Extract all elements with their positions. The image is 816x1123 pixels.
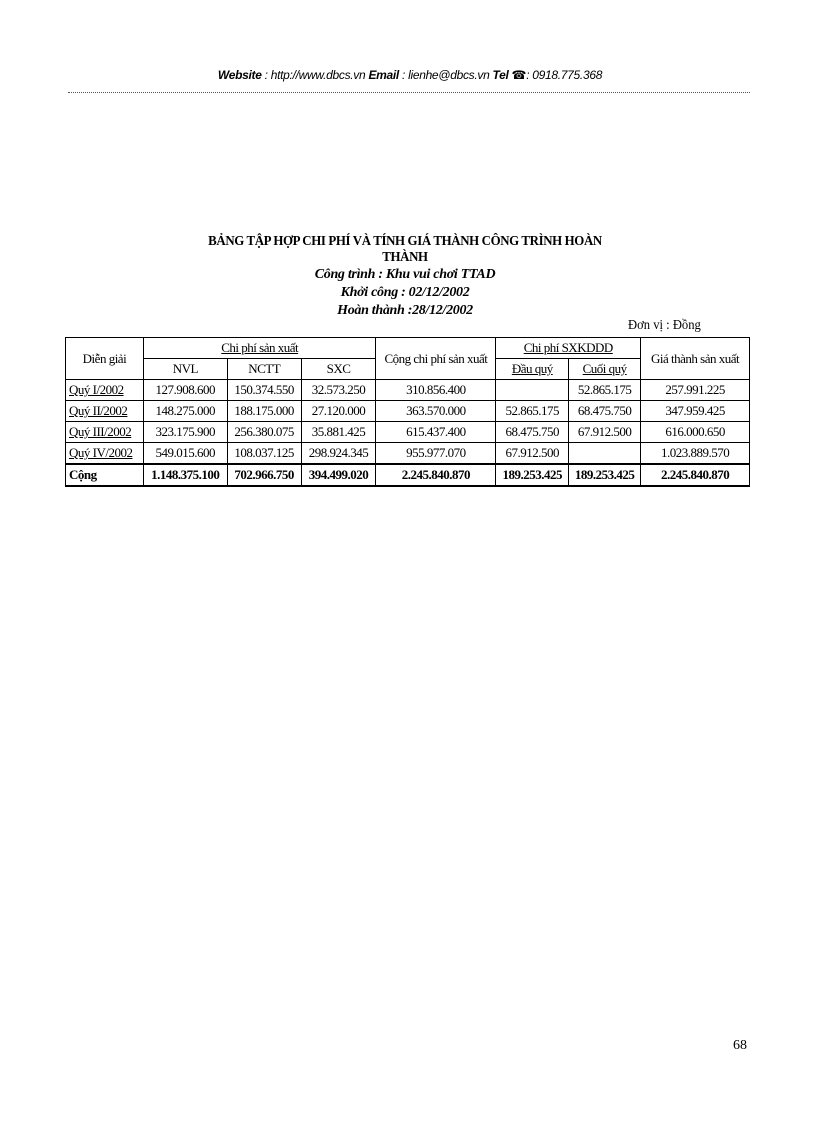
cell-begin [496,380,569,401]
row-label: Quý II/2002 [66,401,144,422]
total-begin: 189.253.425 [496,464,569,486]
total-nctt: 702.966.750 [227,464,301,486]
cell-end: 67.912.500 [569,422,641,443]
cell-cost: 1.023.889.570 [641,443,750,465]
report-title: BẢNG TẬP HỢP CHI PHÍ VÀ TÍNH GIÁ THÀNH CÔNG TRÌNH HOÀN THÀNH [208,234,602,265]
cell-end [569,443,641,465]
header-product-cost: Giá thành sản xuất [641,338,750,380]
website-label: Website [217,68,262,82]
total-label: Cộng [66,464,144,486]
project-name: Công trình : Khu vui chơi TTAD [314,267,496,282]
cell-total: 615.437.400 [376,422,496,443]
total-row [66,464,750,486]
tel-label: Tel [492,68,509,82]
row-label: Quý I/2002 [66,380,144,401]
cell-total: 955.977.070 [376,443,496,465]
cell-nctt: 108.037.125 [227,443,301,465]
table-row [66,380,750,401]
finish-date: Hoàn thành :28/12/2002 [337,303,473,318]
cell-nctt: 188.175.000 [227,401,301,422]
cell-cost: 347.959.425 [641,401,750,422]
website-value: : http://www.dbcs.vn [264,68,366,82]
cell-sxc: 27.120.000 [301,401,376,422]
cell-nctt: 256.380.075 [227,422,301,443]
total-total: 2.245.840.870 [376,464,496,486]
header-nvl: NVL [143,359,227,380]
row-label: Quý III/2002 [66,422,144,443]
cell-sxc: 298.924.345 [301,443,376,465]
phone-icon: ☎ [511,68,527,82]
start-date: Khởi công : 02/12/2002 [340,285,470,300]
cell-total: 363.570.000 [376,401,496,422]
email-value: : lienhe@dbcs.vn [402,68,490,82]
header-begin: Đầu quý [496,359,569,380]
cell-cost: 257.991.225 [641,380,750,401]
table-row [66,422,750,443]
header-end: Cuối quý [569,359,641,380]
total-end: 189.253.425 [569,464,641,486]
email-label: Email [368,68,399,82]
table-row [66,401,750,422]
currency-unit: Đơn vị : Đồng [628,318,701,333]
header-divider [68,92,750,93]
cell-begin: 68.475.750 [496,422,569,443]
header-description: Diễn giải [66,338,144,380]
cell-nvl: 148.275.000 [143,401,227,422]
header-wip-cost: Chi phí SXKDDD [496,338,641,359]
cell-sxc: 32.573.250 [301,380,376,401]
header-row-1 [66,338,750,359]
cell-begin: 67.912.500 [496,443,569,465]
header-total-cost: Cộng chi phí sản xuất [376,338,496,380]
tel-value: : 0918.775.368 [526,68,603,82]
page-header [70,68,750,82]
cost-table [65,337,750,487]
cell-nvl: 549.015.600 [143,443,227,465]
header-sxc: SXC [301,359,376,380]
cell-end: 68.475.750 [569,401,641,422]
cell-begin: 52.865.175 [496,401,569,422]
header-production-cost: Chi phí sản xuất [143,338,376,359]
cell-total: 310.856.400 [376,380,496,401]
report-titles [180,234,630,320]
cell-nvl: 127.908.600 [143,380,227,401]
total-nvl: 1.148.375.100 [143,464,227,486]
table-row [66,443,750,465]
cell-sxc: 35.881.425 [301,422,376,443]
header-nctt: NCTT [227,359,301,380]
cell-end: 52.865.175 [569,380,641,401]
row-label: Quý IV/2002 [66,443,144,465]
total-sxc: 394.499.020 [301,464,376,486]
total-cost: 2.245.840.870 [641,464,750,486]
page-number: 68 [733,1038,747,1053]
cell-nvl: 323.175.900 [143,422,227,443]
cell-nctt: 150.374.550 [227,380,301,401]
cell-cost: 616.000.650 [641,422,750,443]
